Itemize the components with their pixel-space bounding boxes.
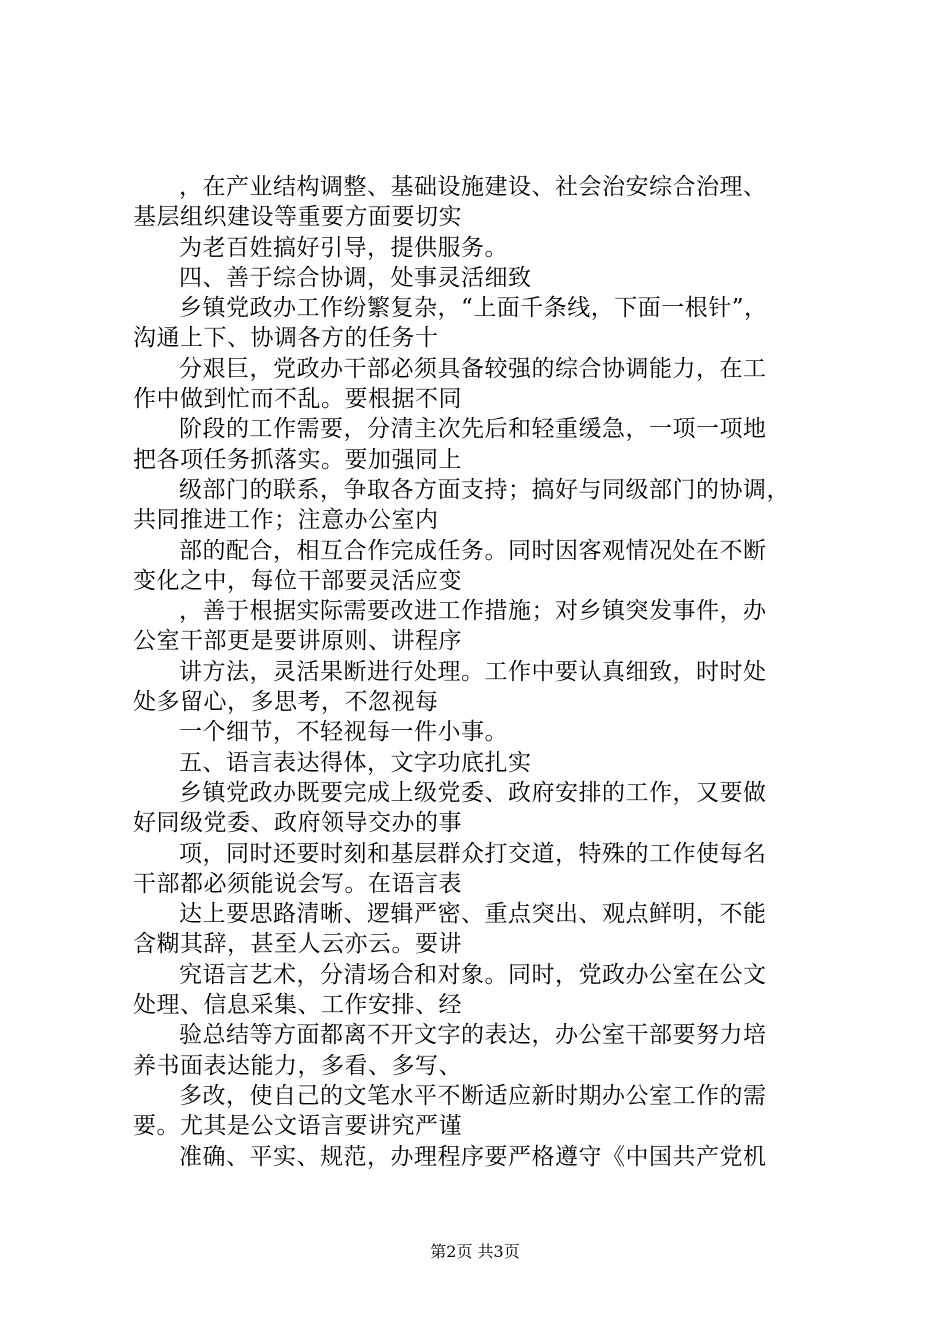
text-line: 作中做到忙而不乱。要根据不同 <box>133 386 462 413</box>
text-line: 公室干部更是要讲原则、讲程序 <box>133 628 462 655</box>
text-line: ，善于根据实际需要改进工作措施；对乡镇突发事件，办 <box>179 598 767 625</box>
text-line: 要。尤其是公文语言要讲究严谨 <box>133 1113 462 1140</box>
text-line: 阶段的工作需要，分清主次先后和轻重缓急，一项一项地 <box>179 416 767 443</box>
text-line: 项，同时还要时刻和基层群众打交道，特殊的工作使每名 <box>179 840 767 867</box>
text-line: 含糊其辞，甚至人云亦云。要讲 <box>133 931 462 958</box>
text-line: 达上要思路清晰、逻辑严密、重点突出、观点鲜明，不能 <box>179 901 767 928</box>
text-line: 干部都必须能说会写。在语言表 <box>133 870 462 897</box>
text-line: 乡镇党政办既要完成上级党委、政府安排的工作，又要做 <box>179 779 767 806</box>
text-line: 分艰巨，党政办干部必须具备较强的综合协调能力，在工 <box>179 355 767 382</box>
text-line: 共同推进工作；注意办公室内 <box>133 507 439 534</box>
text-line: 准确、平实、规范，办理程序要严格遵守《中国共产党机 <box>179 1143 767 1170</box>
text-line: 讲方法，灵活果断进行处理。工作中要认真细致，时时处 <box>179 658 767 685</box>
text-line: 究语言艺术，分清场合和对象。同时，党政办公室在公文 <box>179 961 767 988</box>
text-line: 五、语言表达得体，文字功底扎实 <box>179 749 532 776</box>
text-line: 验总结等方面都离不开文字的表达，办公室干部要努力培 <box>179 1022 767 1049</box>
text-line: 养书面表达能力，多看、多写、 <box>133 1052 462 1079</box>
document-body <box>133 172 833 1172</box>
text-line: 级部门的联系，争取各方面支持；搞好与同级部门的协调， <box>179 476 790 503</box>
text-line: 多改，使自己的文笔水平不断适应新时期办公室工作的需 <box>179 1082 767 1109</box>
text-line: ，在产业结构调整、基础设施建设、社会治安综合治理、 <box>179 174 767 200</box>
text-line: 处理、信息采集、工作安排、经 <box>133 992 462 1019</box>
text-line: 沟通上下、协调各方的任务十 <box>133 325 439 352</box>
text-line: 处多留心，多思考，不忽视每 <box>133 689 439 716</box>
text-line: 把各项任务抓落实。要加强同上 <box>133 446 462 473</box>
text-line: 基层组织建设等重要方面要切实 <box>133 204 462 231</box>
text-line: 为老百姓搞好引导，提供服务。 <box>179 234 508 261</box>
text-line: 好同级党委、政府领导交办的事 <box>133 810 462 837</box>
text-line: 四、善于综合协调，处事灵活细致 <box>179 264 532 291</box>
text-line: 变化之中，每位干部要灵活应变 <box>133 567 462 594</box>
text-line: 一个细节，不轻视每一件小事。 <box>179 719 508 746</box>
text-line: 部的配合，相互合作完成任务。同时因客观情况处在不断 <box>179 537 767 564</box>
page-footer: 第2页 共3页 <box>430 1242 520 1261</box>
text-line: 乡镇党政办工作纷繁复杂，“上面千条线，下面一根针”， <box>179 295 768 322</box>
